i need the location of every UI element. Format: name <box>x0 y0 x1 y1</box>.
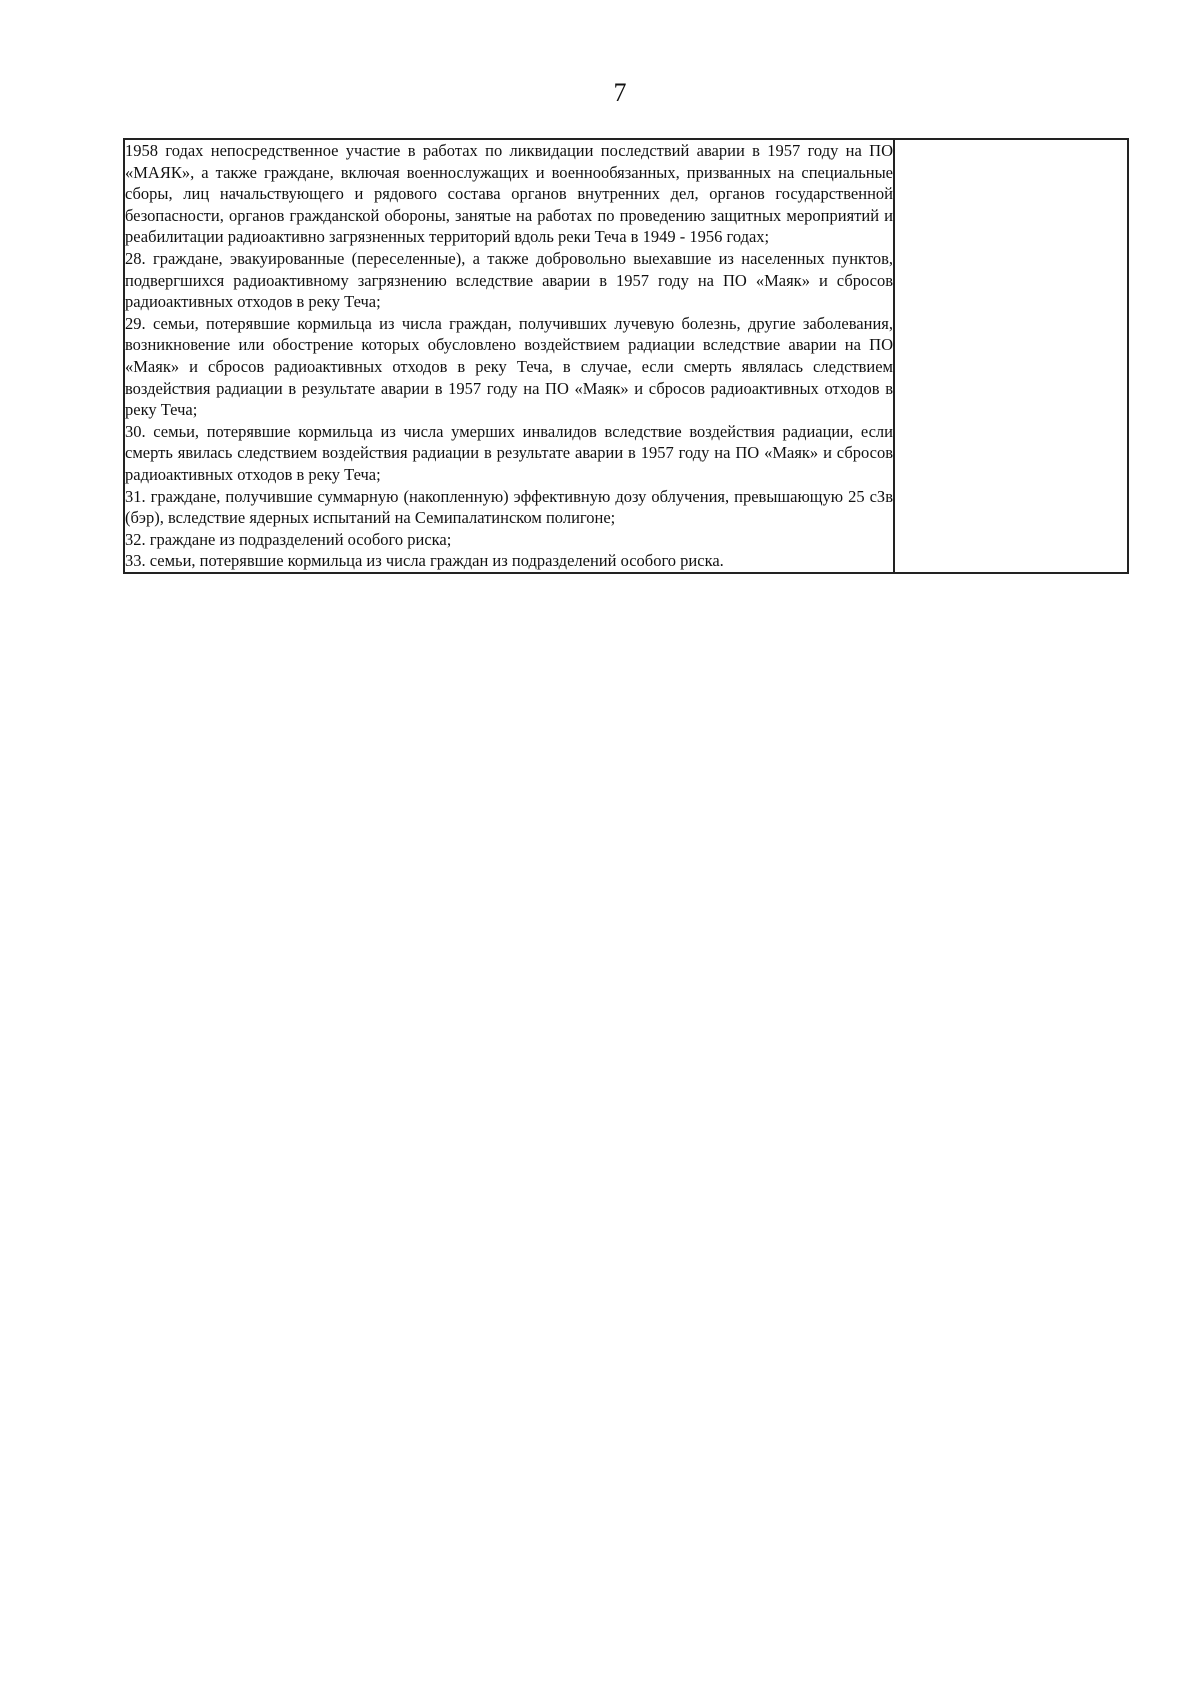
empty-cell <box>894 139 1128 573</box>
paragraph-item-28: 28. граждане, эвакуированные (переселенные), а также добровольно выехавшие из населенных пунктов, подвергшихся радиоактивному загрязнению вследствие аварии в 1957 году на ПО «Маяк» и сбросов радиоактивных отходов в реку Теча; <box>125 248 893 312</box>
paragraph-item-30: 30. семьи, потерявшие кормильца из числа умерших инвалидов вследствие воздействия радиации, если смерть явилась следствием воздействия радиации в результате аварии в 1957 году на ПО «Маяк» и сбросов радиоактивных отходов в реку Теча; <box>125 421 893 484</box>
paragraph-item-33: 33. семьи, потерявшие кормильца из числа граждан из подразделений особого риска. <box>125 551 724 571</box>
text-cell <box>124 139 894 573</box>
table-row <box>124 139 1128 573</box>
paragraph-item-31: 31. граждане, получившие суммарную (накопленную) эффективную дозу облучения, превышающую 25 сЗв (бэр), вследствие ядерных испытаний на Семипалатинском полигоне; <box>125 486 893 528</box>
paragraph-item-32: 32. граждане из подразделений особого риска; <box>125 529 452 549</box>
document-table <box>123 138 1129 574</box>
page-number: 7 <box>613 78 627 107</box>
paragraph-item-29: 29. семьи, потерявшие кормильца из числа граждан, получивших лучевую болезнь, другие заболевания, возникновение или обострение которых обусловлено воздействием радиации вследствие аварии на ПО «Маяк» и сбросов радиоактивных отходов в реку Теча, в случае, если смерть являлась следствием воздействия радиации в результате аварии в 1957 году на ПО «Маяк» и сбросов радиоактивных отходов в реку Теча; <box>125 313 893 420</box>
paragraph-continuation: 1958 годах непосредственное участие в работах по ликвидации последствий аварии в 1957 году на ПО «МАЯК», а также граждане, включая военнослужащих и военнообязанных, призванных на специальные сборы, лиц начальствующего и рядового состава органов внутренних дел, органов государственной безопасности, органов гражданской обороны, занятые на работах по проведению защитных мероприятий и реабилитации радиоактивно загрязненных территорий вдоль реки Теча в 1949 - 1956 годах; <box>125 141 893 247</box>
